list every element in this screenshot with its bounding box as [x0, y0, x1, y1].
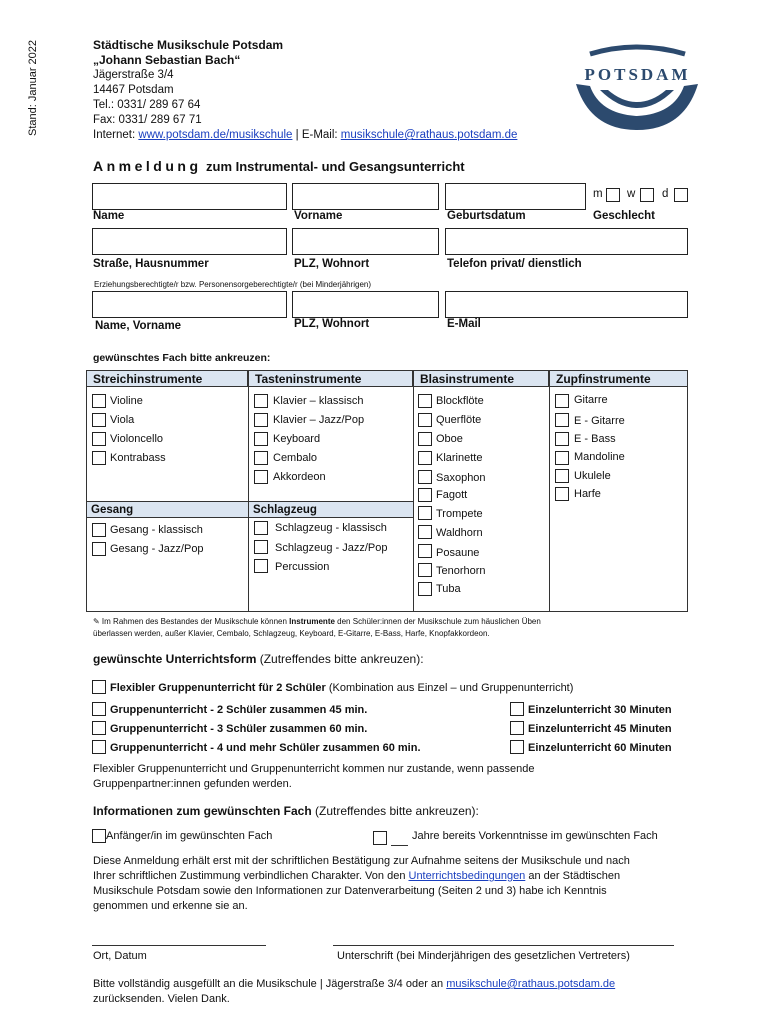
single-45-checkbox[interactable]	[510, 721, 524, 735]
phone: Tel.: 0331/ 289 67 64	[93, 99, 201, 111]
klarinette-label: Klarinette	[436, 452, 483, 464]
group-3-checkbox[interactable]	[92, 721, 106, 735]
flex-group-rest: (Kombination aus Einzel – und Gruppenunterricht)	[325, 682, 574, 694]
gesang-jazz-checkbox[interactable]	[92, 542, 106, 556]
table-border-bottom	[86, 611, 688, 612]
keyboard-checkbox[interactable]	[254, 432, 268, 446]
oboe-checkbox[interactable]	[418, 432, 432, 446]
declaration-line1: Diese Anmeldung erhält erst mit der schriftlichen Bestätigung zur Aufnahme seitens der Musikschule und nach	[93, 855, 630, 867]
guardian-note: Erziehungsberechtigte/r bzw. Personensorgeberechtigte/r (bei Minderjährigen)	[94, 280, 372, 289]
saxophon-label: Saxophon	[436, 472, 486, 484]
loan-note-part2: den Schüler:innen der Musikschule zum häuslichen Üben	[334, 617, 541, 626]
potsdam-logo-graphic	[570, 42, 705, 137]
percussion-label: Percussion	[275, 561, 330, 573]
gesang-klassisch-label: Gesang - klassisch	[110, 524, 203, 536]
e-bass-checkbox[interactable]	[555, 432, 569, 446]
group-4-checkbox[interactable]	[92, 740, 106, 754]
table-border-col4	[549, 370, 550, 612]
harfe-label: Harfe	[574, 488, 601, 500]
strasse-label: Straße, Hausnummer	[93, 258, 209, 270]
plz-wohnort-label: PLZ, Wohnort	[294, 258, 370, 270]
guardian-plz-input[interactable]	[292, 291, 439, 318]
kontrabass-checkbox[interactable]	[92, 451, 106, 465]
keyboard-label: Keyboard	[273, 433, 321, 445]
gender-m-label: m	[593, 188, 603, 200]
declaration-line2-a: Ihrer schriftlichen Zustimmung verbindlichen Charakter. Von den	[93, 870, 409, 882]
geburtsdatum-label: Geburtsdatum	[447, 210, 526, 222]
schlagzeug-jazz-label: Schlagzeug - Jazz/Pop	[275, 542, 388, 554]
info-title-bold: Informationen zum gewünschten Fach	[93, 804, 312, 818]
violine-checkbox[interactable]	[92, 394, 106, 408]
tenorhorn-label: Tenorhorn	[436, 565, 486, 577]
name-input[interactable]	[92, 183, 287, 210]
gesang-header: Gesang	[87, 501, 248, 518]
gender-w-label: w	[627, 188, 636, 200]
guardian-plz-label: PLZ, Wohnort	[294, 318, 370, 330]
fax: Fax: 0331/ 289 67 71	[93, 114, 202, 126]
loan-note-line2: überlassen werden, außer Klavier, Cembalo, Schlagzeug, Keyboard, E-Gitarre, E-Bass, Harfe, Knopfakkordeon.	[93, 629, 490, 638]
e-gitarre-label: E - Gitarre	[574, 415, 625, 427]
unterrichtsbedingungen-link[interactable]: Unterrichtsbedingungen	[408, 870, 526, 882]
posaune-label: Posaune	[436, 547, 480, 559]
lesson-note-line1: Flexibler Gruppenunterricht und Gruppenunterricht kommen nur zustande, wenn passende	[93, 763, 535, 775]
trompete-label: Trompete	[436, 508, 483, 520]
table-border-left	[86, 370, 87, 612]
gender-d-label: d	[662, 188, 669, 200]
footer-line2: zurücksenden. Vielen Dank.	[93, 993, 230, 1005]
group-4-label: Gruppenunterricht - 4 und mehr Schüler zusammen 60 min.	[110, 742, 421, 754]
info-title	[93, 804, 479, 818]
group-3-label: Gruppenunterricht - 3 Schüler zusammen 60 min.	[110, 723, 368, 735]
pencil-icon: ✎	[93, 617, 100, 626]
footer-line1	[93, 978, 615, 990]
gitarre-checkbox[interactable]	[555, 394, 569, 408]
ukulele-label: Ukulele	[574, 470, 611, 482]
stand-date: Stand: Januar 2022	[27, 39, 39, 136]
vorname-input[interactable]	[292, 183, 439, 210]
school-subtitle: „Johann Sebastian Bach“	[93, 53, 241, 67]
blockfloete-label: Blockflöte	[436, 395, 484, 407]
fagott-checkbox[interactable]	[418, 488, 432, 502]
tenorhorn-checkbox[interactable]	[418, 563, 432, 577]
gitarre-label: Gitarre	[574, 394, 608, 406]
single-60-label: Einzelunterricht 60 Minuten	[528, 742, 672, 754]
blas-header: Blasinstrumente	[413, 370, 549, 387]
waldhorn-label: Waldhorn	[436, 527, 483, 539]
schlagzeug-klassisch-checkbox[interactable]	[254, 521, 268, 535]
tuba-checkbox[interactable]	[418, 582, 432, 596]
geburtsdatum-input[interactable]	[445, 183, 586, 210]
kontrabass-label: Kontrabass	[110, 452, 166, 464]
mandoline-label: Mandoline	[574, 451, 625, 463]
website-link[interactable]: www.potsdam.de/musikschule	[138, 129, 293, 141]
mandoline-checkbox[interactable]	[555, 451, 569, 465]
saxophon-checkbox[interactable]	[418, 470, 432, 484]
trompete-checkbox[interactable]	[418, 506, 432, 520]
name-label: Name	[93, 210, 125, 222]
signature-line[interactable]	[333, 945, 674, 946]
violoncello-checkbox[interactable]	[92, 432, 106, 446]
potsdam-logo	[570, 42, 705, 137]
place-date-line[interactable]	[92, 945, 266, 946]
geschlecht-label: Geschlecht	[593, 210, 655, 222]
declaration-line2-b: an der Städtischen	[525, 870, 621, 882]
cembalo-checkbox[interactable]	[254, 451, 268, 465]
lesson-form-title	[93, 652, 424, 666]
guardian-name-input[interactable]	[92, 291, 287, 318]
footer-email-link[interactable]: musikschule@rathaus.potsdam.de	[446, 978, 616, 990]
harfe-checkbox[interactable]	[555, 487, 569, 501]
table-border-col3	[413, 370, 414, 612]
email-link[interactable]: musikschule@rathaus.potsdam.de	[340, 129, 518, 141]
subjects-prompt: gewünschtes Fach bitte ankreuzen:	[93, 352, 271, 364]
beginner-checkbox[interactable]	[92, 829, 106, 843]
loan-note-line1	[93, 617, 541, 626]
schlagzeug-klassisch-label: Schlagzeug - klassisch	[275, 522, 387, 534]
place-date-label: Ort, Datum	[93, 950, 147, 962]
posaune-checkbox[interactable]	[418, 544, 432, 558]
akkordeon-checkbox[interactable]	[254, 470, 268, 484]
form-subtitle: zum Instrumental- und Gesangsunterricht	[206, 159, 465, 174]
internet-label: Internet:	[93, 129, 139, 141]
akkordeon-label: Akkordeon	[273, 471, 326, 483]
cembalo-label: Cembalo	[273, 452, 318, 464]
e-gitarre-checkbox[interactable]	[555, 413, 569, 427]
guardian-email-label: E-Mail	[447, 318, 481, 330]
gender-w-checkbox[interactable]	[640, 188, 654, 202]
viola-checkbox[interactable]	[92, 413, 106, 427]
group-2-label: Gruppenunterricht - 2 Schüler zusammen 45 min.	[110, 704, 368, 716]
experience-checkbox[interactable]	[373, 831, 387, 845]
klavier-klassisch-checkbox[interactable]	[254, 394, 268, 408]
footer-text: Bitte vollständig ausgefüllt an die Musikschule | Jägerstraße 3/4 oder an	[93, 978, 447, 990]
violoncello-label: Violoncello	[110, 433, 164, 445]
gender-m-checkbox[interactable]	[606, 188, 620, 202]
signature-label: Unterschrift (bei Minderjährigen des gesetzlichen Vertreters)	[337, 950, 630, 962]
klarinette-checkbox[interactable]	[418, 451, 432, 465]
telefon-input[interactable]	[445, 228, 688, 255]
logo-text: POTSDAM	[584, 65, 691, 84]
streich-header: Streichinstrumente	[86, 370, 248, 387]
lesson-form-title-rest: (Zutreffendes bitte ankreuzen):	[256, 652, 424, 666]
info-title-rest: (Zutreffendes bitte ankreuzen):	[311, 804, 479, 818]
city: 14467 Potsdam	[93, 84, 174, 96]
tuba-label: Tuba	[436, 583, 461, 595]
guardian-email-input[interactable]	[445, 291, 688, 318]
flex-group-label	[110, 682, 573, 694]
street: Jägerstraße 3/4	[93, 69, 174, 81]
years-label: Jahre bereits Vorkenntnisse im gewünschten Fach	[412, 830, 658, 842]
email-label: | E-Mail:	[292, 129, 341, 141]
schlag-header: Schlagzeug	[249, 501, 413, 518]
single-30-checkbox[interactable]	[510, 702, 524, 716]
tasten-header: Tasteninstrumente	[248, 370, 413, 387]
years-blank[interactable]	[391, 845, 408, 846]
fagott-label: Fagott	[436, 489, 468, 501]
single-60-checkbox[interactable]	[510, 740, 524, 754]
beginner-label: Anfänger/in im gewünschten Fach	[106, 830, 273, 842]
table-border-right	[687, 370, 688, 612]
single-30-label: Einzelunterricht 30 Minuten	[528, 704, 672, 716]
strasse-input[interactable]	[92, 228, 287, 255]
form-title: Anmeldung	[93, 158, 202, 174]
lesson-note-line2: Gruppenpartner:innen gefunden werden.	[93, 778, 292, 790]
declaration-line4: genommen und erkenne sie an.	[93, 900, 248, 912]
vorname-label: Vorname	[294, 210, 343, 222]
gender-d-checkbox[interactable]	[674, 188, 688, 202]
loan-note-bold: Instrumente	[289, 617, 335, 626]
waldhorn-checkbox[interactable]	[418, 525, 432, 539]
flex-group-bold: Flexibler Gruppenunterricht für 2 Schüler	[110, 682, 326, 694]
klavier-klassisch-label: Klavier – klassisch	[273, 395, 364, 407]
table-border-col2	[248, 370, 249, 612]
querfloete-label: Querflöte	[436, 414, 482, 426]
zupf-header: Zupfinstrumente	[549, 370, 688, 387]
single-45-label: Einzelunterricht 45 Minuten	[528, 723, 672, 735]
telefon-label: Telefon privat/ dienstlich	[447, 258, 582, 270]
ukulele-checkbox[interactable]	[555, 469, 569, 483]
lesson-form-title-bold: gewünschte Unterrichtsform	[93, 652, 257, 666]
declaration-line2	[93, 870, 620, 882]
group-2-checkbox[interactable]	[92, 702, 106, 716]
viola-label: Viola	[110, 414, 135, 426]
klavier-jazz-label: Klavier – Jazz/Pop	[273, 414, 365, 426]
oboe-label: Oboe	[436, 433, 463, 445]
querfloete-checkbox[interactable]	[418, 413, 432, 427]
violine-label: Violine	[110, 395, 143, 407]
e-bass-label: E - Bass	[574, 433, 616, 445]
declaration-line3: Musikschule Potsdam sowie den Informationen zur Datenverarbeitung (Seiten 2 und 3) habe ich Kenntnis	[93, 885, 607, 897]
gesang-jazz-label: Gesang - Jazz/Pop	[110, 543, 204, 555]
loan-note-part1: Im Rahmen des Bestandes der Musikschule können	[99, 617, 290, 626]
percussion-checkbox[interactable]	[254, 559, 268, 573]
klavier-jazz-checkbox[interactable]	[254, 413, 268, 427]
schlagzeug-jazz-checkbox[interactable]	[254, 540, 268, 554]
flex-group-checkbox[interactable]	[92, 680, 106, 694]
guardian-name-label: Name, Vorname	[95, 320, 182, 332]
internet-line	[93, 129, 517, 141]
gesang-klassisch-checkbox[interactable]	[92, 523, 106, 537]
plz-wohnort-input[interactable]	[292, 228, 439, 255]
blockfloete-checkbox[interactable]	[418, 394, 432, 408]
school-name: Städtische Musikschule Potsdam	[93, 38, 284, 52]
